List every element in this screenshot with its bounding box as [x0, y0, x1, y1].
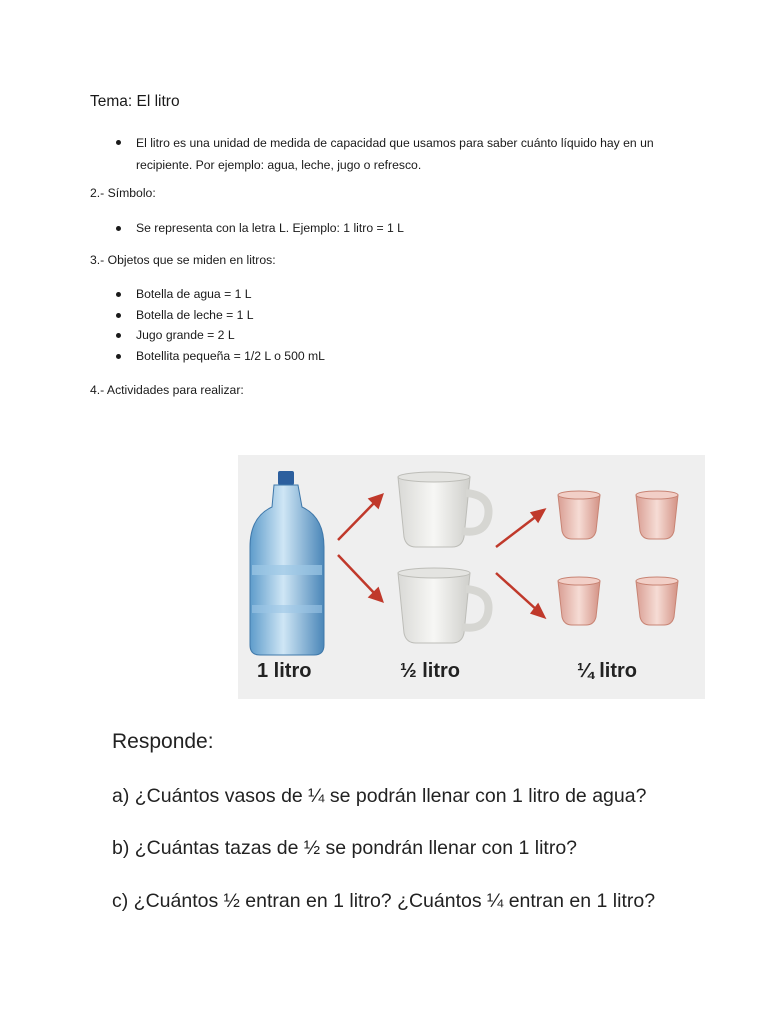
- object-item-text: Botella de agua = 1 L: [136, 287, 252, 301]
- water-bottle-icon: [250, 471, 324, 655]
- list-item: [90, 325, 325, 346]
- mug-icon: [398, 472, 489, 547]
- page-title: Tema: El litro: [90, 93, 180, 110]
- glass-icon: [636, 577, 678, 625]
- arrow-icon: [496, 510, 544, 617]
- object-item-text: Jugo grande = 2 L: [136, 328, 235, 342]
- list-item: [90, 346, 325, 367]
- object-item-text: Botellita pequeña = 1/2 L o 500 mL: [136, 348, 325, 363]
- bullet-icon: [116, 226, 121, 231]
- list-item: [90, 132, 690, 176]
- question-b: b) ¿Cuántas tazas de ½ se pondrán llenar con 1 litro?: [112, 837, 578, 859]
- list-item: [90, 218, 404, 239]
- list-item: [90, 305, 325, 326]
- label-one-liter: 1 litro: [257, 660, 312, 682]
- bullet-icon: [116, 313, 121, 318]
- bullet-icon: [116, 354, 121, 359]
- label-quarter-liter: ¼ litro: [577, 660, 638, 682]
- section-heading-objects: 3.- Objetos que se miden en litros:: [90, 253, 276, 267]
- object-item-text: Botella de leche = 1 L: [136, 307, 254, 322]
- arrow-icon: [338, 495, 382, 601]
- symbol-text: Se representa con la letra L. Ejemplo: 1 litro = 1 L: [136, 221, 404, 235]
- mug-icon: [398, 568, 489, 643]
- symbol-list: [90, 218, 404, 239]
- label-half-liter: ½ litro: [400, 660, 461, 682]
- question-a: a) ¿Cuántos vasos de ¼ se podrán llenar con 1 litro de agua?: [112, 785, 647, 807]
- bullet-icon: [116, 333, 121, 338]
- question-c: c) ¿Cuántos ½ entran en 1 litro? ¿Cuántos ¼ entran en 1 litro?: [112, 890, 656, 912]
- section-heading-activities: 4.- Actividades para realizar:: [90, 383, 244, 397]
- questions-heading: Responde:: [112, 730, 214, 753]
- objects-list: [90, 284, 325, 366]
- intro-list: [90, 132, 690, 176]
- section-heading-symbol: 2.- Símbolo:: [90, 186, 156, 200]
- intro-text: El litro es una unidad de medida de capacidad que usamos para saber cuánto líquido hay en un recipiente. Por ejemplo: agua, leche, jugo o refresco.: [136, 136, 654, 172]
- bullet-icon: [116, 292, 121, 297]
- bullet-icon: [116, 140, 121, 145]
- glass-icon: [558, 577, 600, 625]
- glass-icon: [636, 491, 678, 539]
- list-item: [90, 284, 325, 305]
- glass-icon: [558, 491, 600, 539]
